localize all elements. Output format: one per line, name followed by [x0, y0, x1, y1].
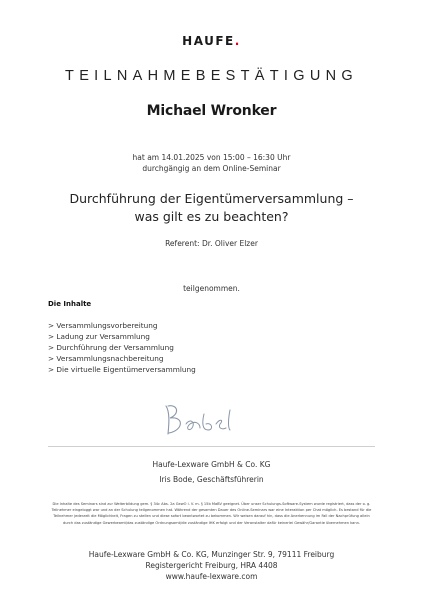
- contents-list: [48, 320, 196, 375]
- referent: Referent: Dr. Oliver Elzer: [165, 239, 258, 248]
- logo-text: HAUFE: [182, 34, 235, 48]
- logo-dot: .: [234, 34, 241, 48]
- list-item: > Ladung zur Versammlung: [48, 332, 150, 341]
- footer-address: Haufe-Lexware GmbH & Co. KG, Munzinger Str. 9, 79111 Freiburg: [88, 550, 335, 559]
- signature-line: [48, 446, 375, 447]
- signer-company: Haufe-Lexware GmbH & Co. KG: [152, 460, 271, 469]
- event-date-line: hat am 14.01.2025 von 15:00 – 16:30 Uhr: [132, 153, 291, 162]
- list-item: > Versammlungsnachbereitung: [48, 354, 164, 363]
- fine-print: Die Inhalte des Seminars sind zur Weiterbildung gem. § 34c Abs. 2a GewO i. V. m. § 15b MaBV geeignet. Über unser Schulungs-Software-System wurde registriert, dass der o. g. Teilnehmer eingeloggt war und an der Schulung teilgenommen hat. Während der gesamten Dauer des Online-Seminars war eine Interaktion per Chat möglich. Es bestand für die Teilnehmer jederzeit die Möglichkeit, Fragen zu stellen und diese sofort beantwortet zu bekommen. Wir weisen darauf hin, dass die Anerkennung im Fall der Nachprüfung allein durch das zuständige Gewerbeamt/das zuständige Ordnungsamt/die zuständige IHK erfolgt und der Veranstalter dafür keinerlei Gewähr/Garantie übernehmen kann.: [51, 502, 372, 525]
- participant-name: Michael Wronker: [146, 103, 277, 119]
- handwritten-signature: [160, 400, 260, 440]
- event-type-line: durchgängig an dem Online-Seminar: [142, 164, 281, 173]
- haufe-logo: [0, 34, 423, 48]
- signer-name: Iris Bode, Geschäftsführerin: [159, 475, 264, 484]
- course-title-line-2: was gilt es zu beachten?: [134, 209, 289, 224]
- footer-register: Registergericht Freiburg, HRA 4408: [145, 561, 278, 570]
- certificate-title: TEILNAHMEBESTÄTIGUNG: [65, 68, 358, 84]
- course-title-line-1: Durchführung der Eigentümerversammlung –: [69, 191, 354, 206]
- list-item: > Durchführung der Versammlung: [48, 343, 174, 352]
- footer-website: www.haufe-lexware.com: [165, 572, 258, 581]
- course-title: [0, 190, 423, 226]
- list-item: > Versammlungsvorbereitung: [48, 321, 158, 330]
- list-item: > Die virtuelle Eigentümerversammlung: [48, 365, 196, 374]
- participated-text: teilgenommen.: [183, 284, 240, 293]
- contents-heading: Die Inhalte: [48, 300, 92, 308]
